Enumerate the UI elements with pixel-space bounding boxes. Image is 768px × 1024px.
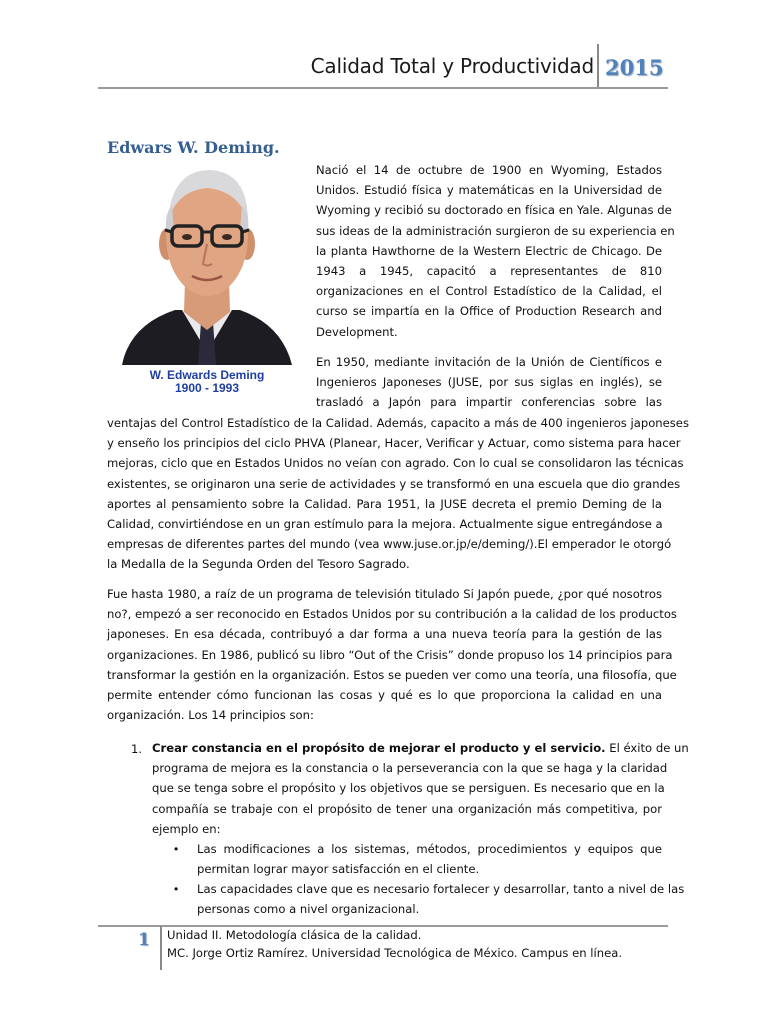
paragraph-recognition: [107, 584, 677, 725]
text-line: Wyoming y recibió su doctorado en física en Yale. Algunas de: [316, 203, 672, 218]
text-line: compañía se trabaje con el propósito de tener una organización más competitiva, por: [152, 801, 662, 816]
text-line: Ingenieros Japoneses (JUSE, por sus siglas en inglés), se: [316, 375, 662, 390]
paragraph-biography: [316, 160, 675, 342]
text-line: Las capacidades clave que es necesario fortalecer y desarrollar, tanto a nivel de las: [197, 882, 685, 896]
text-line: 1943 a 1945, capacitó a representantes de 810: [316, 264, 662, 279]
page-number: 1: [138, 930, 150, 950]
text-line: organizaciones. En 1986, publicó su libro “Out of the Crisis” donde propuso los 14 principios para: [107, 647, 673, 662]
caption-years: 1900 - 1993: [174, 381, 240, 395]
page-header: [98, 44, 668, 88]
text-line: ventajas del Control Estadístico de la Calidad. Además, capacito a más de 400 ingenieros japoneses: [107, 416, 689, 430]
text-line: japoneses. En esa década, contribuyó a dar forma a una nueva teoría para la gestión de las: [107, 627, 662, 642]
paragraph-japan-intro: [316, 352, 662, 413]
header-title: Calidad Total y Productividad: [310, 54, 594, 78]
text-line: existentes, se originaron una serie de actividades y se transformó en una escuela que dio grandes: [107, 476, 681, 491]
text-line: la planta Hawthorne de la Western Electric de Chicago. De: [316, 243, 662, 258]
text-line: sus ideas de la administración surgieron de su experiencia en: [316, 223, 675, 238]
caption-name: W. Edwards Deming: [149, 368, 265, 382]
text-line: organización. Los 14 principios son:: [107, 708, 314, 723]
text-line: Development.: [316, 324, 398, 339]
header-year: 2015: [605, 55, 664, 80]
text-line: y enseño los principios del ciclo PHVA (Planear, Hacer, Verificar y Actuar, como sistema para hacer: [107, 436, 681, 451]
footer-divider: [160, 926, 162, 970]
principle-title: Crear constancia en el propósito de mejorar el producto y el servicio.: [152, 741, 606, 755]
bullet-glyph: •: [174, 882, 179, 896]
list-item: [152, 738, 689, 839]
text-line: En 1950, mediante invitación de la Unión de Científicos e: [316, 355, 662, 369]
text-line: mejoras, ciclo que en Estados Unidos no veían con agrado. Con lo cual se consolidaron las técnicas: [107, 456, 684, 471]
text-line: Unidos. Estudió física y matemáticas en la Universidad de: [316, 183, 662, 198]
footer-rule: [98, 925, 668, 927]
text-line: Calidad, convirtiéndose en un gran estímulo para la mejora. Actualmente sigue entregándose a: [107, 517, 663, 532]
portrait-photo: [120, 160, 294, 398]
footer-author: MC. Jorge Ortiz Ramírez. Universidad Tecnológica de México. Campus en línea.: [167, 946, 623, 960]
text-line: Las modificaciones a los sistemas, métodos, procedimientos y equipos que: [197, 842, 662, 856]
principle-text: El éxito de un: [605, 741, 689, 755]
text-line: Nació el 14 de octubre de 1900 en Wyoming, Estados: [316, 163, 662, 177]
text-line: Fue hasta 1980, a raíz de un programa de televisión titulado Si Japón puede, ¿por qué nosotros: [107, 587, 662, 601]
bullet-item: [197, 839, 662, 879]
text-line: empresas de diferentes partes del mundo (vea www.juse.or.jp/e/deming/).El emperador le otorgó: [107, 537, 672, 552]
text-line: programa de mejora es la constancia o la perseverancia con la que se haga y la claridad: [152, 761, 668, 776]
footer-unit: Unidad II. Metodología clásica de la calidad.: [167, 928, 422, 942]
section-heading: Edwars W. Deming.: [107, 138, 280, 157]
header-rule: [98, 87, 668, 89]
text-line: la Medalla de la Segunda Orden del Tesoro Sagrado.: [107, 557, 410, 572]
bullet-item: [197, 879, 685, 919]
photo-caption: [120, 369, 294, 395]
text-line: [152, 738, 689, 758]
text-line: que se tenga sobre el propósito y los objetivos que se persiguen. Es necesario que en la: [152, 781, 665, 796]
text-line: permitan lograr mayor satisfacción en el cliente.: [197, 862, 480, 877]
text-line: trasladó a Japón para impartir conferencias sobre las: [316, 395, 662, 410]
text-line: no?, empezó a ser reconocido en Estados Unidos por su contribución a la calidad de los productos: [107, 607, 677, 622]
text-line: organizaciones en el Control Estadístico de la Calidad, el: [316, 284, 662, 299]
text-line: personas como a nivel organizacional.: [197, 902, 420, 917]
header-divider: [597, 44, 599, 88]
text-line: permite entender cómo funcionan las cosas y qué es lo que proporciona la calidad en una: [107, 688, 662, 703]
text-line: aportes al pensamiento sobre la Calidad. Para 1951, la JUSE decreta el premio Deming de la: [107, 496, 662, 511]
text-line: curso se impartía en la Office of Production Research and: [316, 304, 662, 319]
paragraph-japan: [107, 413, 689, 575]
text-line: ejemplo en:: [152, 821, 221, 836]
list-number: 1.: [131, 742, 143, 756]
bullet-glyph: •: [174, 842, 179, 856]
text-line: transformar la gestión en la organización. Estos se pueden ver como una teoría, una filosofía, que: [107, 667, 677, 682]
